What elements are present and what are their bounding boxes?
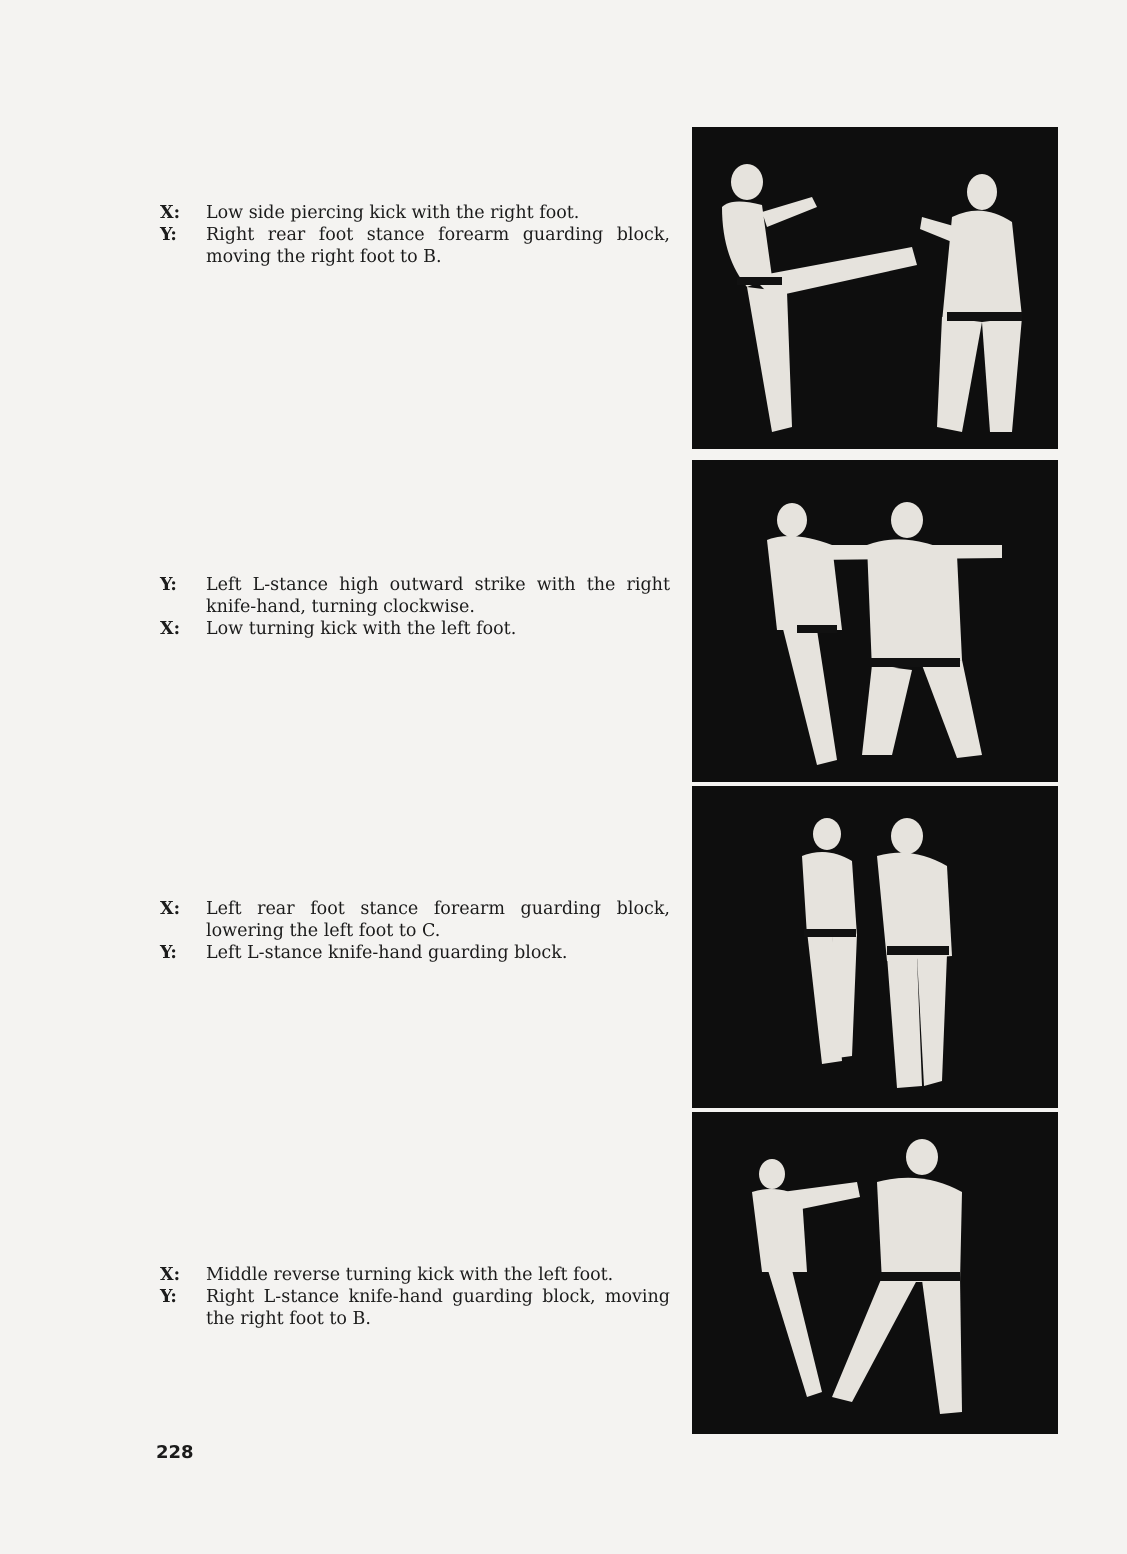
instruction-text: Left rear foot stance forearm guarding block, lowering the left foot to C. (206, 899, 670, 941)
instruction-text: Right L-stance knife-hand guarding block, moving the right foot to B. (206, 1287, 670, 1329)
step-4-caption (160, 1264, 670, 1330)
step-1-line-2 (160, 224, 670, 268)
step-2-line-1 (160, 574, 670, 618)
photo-side-kick (692, 127, 1058, 449)
step-1-line-1 (160, 202, 670, 224)
step-3-line-1 (160, 898, 670, 942)
speaker-label: X: (160, 1265, 181, 1285)
speaker-label: Y: (160, 943, 177, 963)
page-number: 228 (156, 1442, 194, 1463)
step-3-line-2 (160, 942, 670, 964)
photo-figures (692, 127, 1058, 449)
step-2-line-2 (160, 618, 670, 640)
step-1-caption (160, 202, 670, 268)
speaker-label: X: (160, 619, 181, 639)
photo-figures (692, 460, 1058, 782)
speaker-label: Y: (160, 225, 177, 245)
step-2-caption (160, 574, 670, 640)
speaker-label: X: (160, 203, 181, 223)
instruction-text: Middle reverse turning kick with the left foot. (206, 1265, 614, 1285)
instruction-text: Low turning kick with the left foot. (206, 619, 517, 639)
speaker-label: Y: (160, 1287, 177, 1307)
photo-reverse-turning-kick (692, 1112, 1058, 1434)
step-4-line-1 (160, 1264, 670, 1286)
instruction-text: Right rear foot stance forearm guarding block, moving the right foot to B. (206, 225, 670, 267)
step-4-line-2 (160, 1286, 670, 1330)
step-3-caption (160, 898, 670, 964)
speaker-label: X: (160, 899, 181, 919)
photo-figures (692, 786, 1058, 1108)
photo-knife-hand-strike (692, 460, 1058, 782)
speaker-label: Y: (160, 575, 177, 595)
photo-guarding-blocks (692, 786, 1058, 1108)
instruction-text: Low side piercing kick with the right foot. (206, 203, 580, 223)
instruction-text: Left L-stance knife-hand guarding block. (206, 943, 568, 963)
instruction-text: Left L-stance high outward strike with the right knife-hand, turning clockwise. (206, 575, 670, 617)
photo-figures (692, 1112, 1058, 1434)
